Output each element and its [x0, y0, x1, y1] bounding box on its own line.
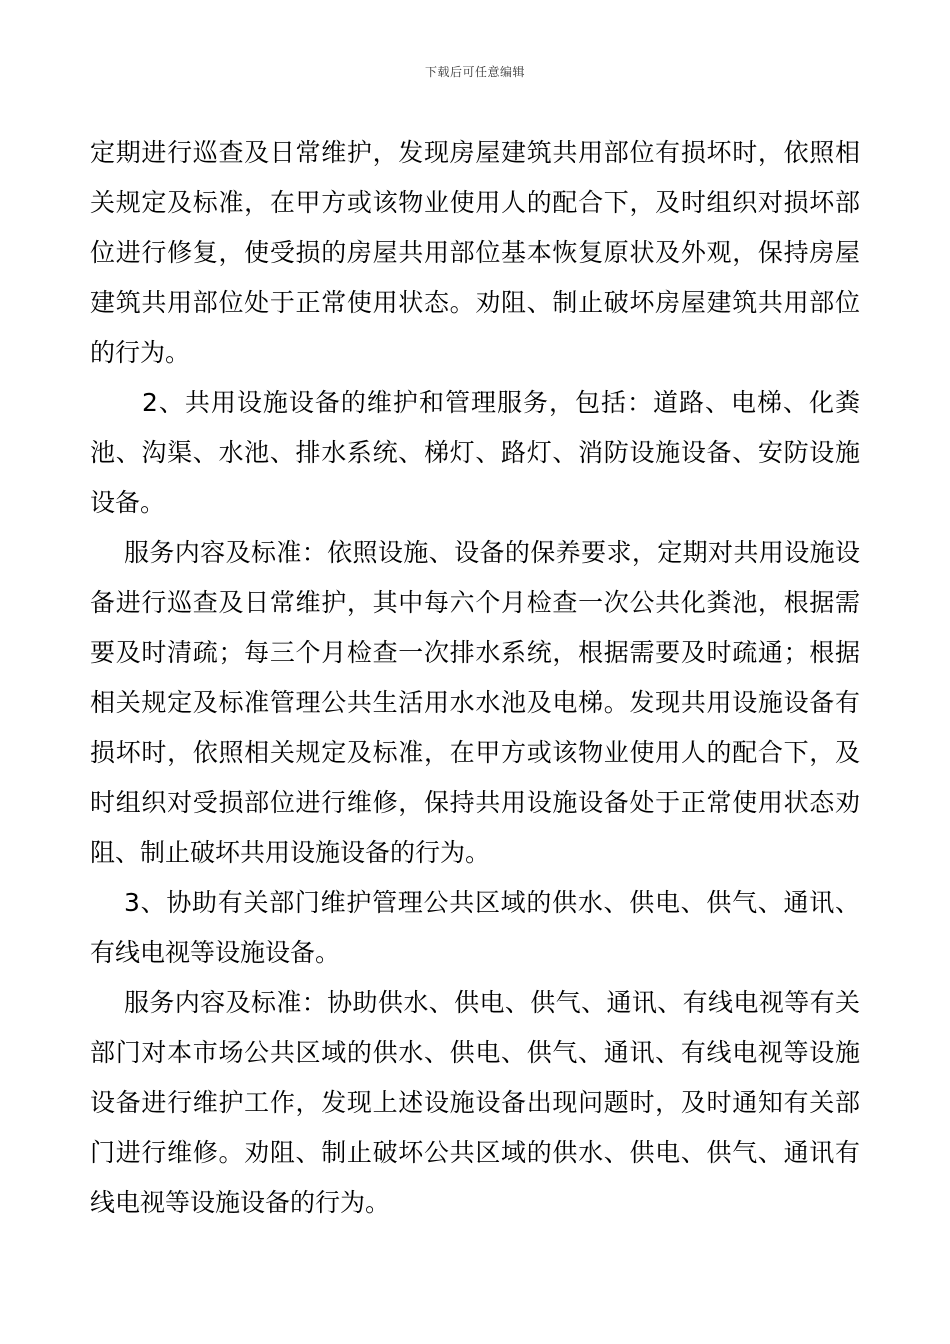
paragraph-facility-scope: 2、共用设施设备的维护和管理服务，包括：道路、电梯、化粪池、沟渠、水池、排水系统、梯灯、路灯、消防设施设备、安防设施设备。 [90, 388, 860, 517]
paragraph-utility-scope: 3、协助有关部门维护管理公共区域的供水、供电、供气、通讯、有线电视等设施设备。 [90, 888, 860, 967]
paragraph-utility-standard: 服务内容及标准：协助供水、供电、供气、通讯、有线电视等有关部门对本市场公共区域的供水、供电、供气、通讯、有线电视等设施设备进行维护工作，发现上述设施设备出现问题时，及时通知有关部门进行维修。劝阻、制止破坏公共区域的供水、供电、供气、通讯有线电视等设施设备的行为。 [90, 988, 860, 1217]
paragraph-facility-standard: 服务内容及标准：依照设施、设备的保养要求，定期对共用设施设备进行巡查及日常维护，其中每六个月检查一次公共化粪池，根据需要及时清疏；每三个月检查一次排水系统，根据需要及时疏通；根据相关规定及标准管理公共生活用水水池及电梯。发现共用设施设备有损坏时，依照相关规定及标准，在甲方或该物业使用人的配合下，及时组织对受损部位进行维修，保持共用设施设备处于正常使用状态劝阻、制止破坏共用设施设备的行为。 [90, 538, 860, 867]
paragraph-building-maintenance: 定期进行巡查及日常维护，发现房屋建筑共用部位有损坏时，依照相关规定及标准，在甲方或该物业使用人的配合下，及时组织对损坏部位进行修复，使受损的房屋共用部位基本恢复原状及外观，保持房屋建筑共用部位处于正常使用状态。劝阻、制止破坏房屋建筑共用部位的行为。 [90, 138, 860, 367]
document-body [90, 128, 860, 1228]
page-header: 下载后可任意编辑 [424, 65, 525, 79]
